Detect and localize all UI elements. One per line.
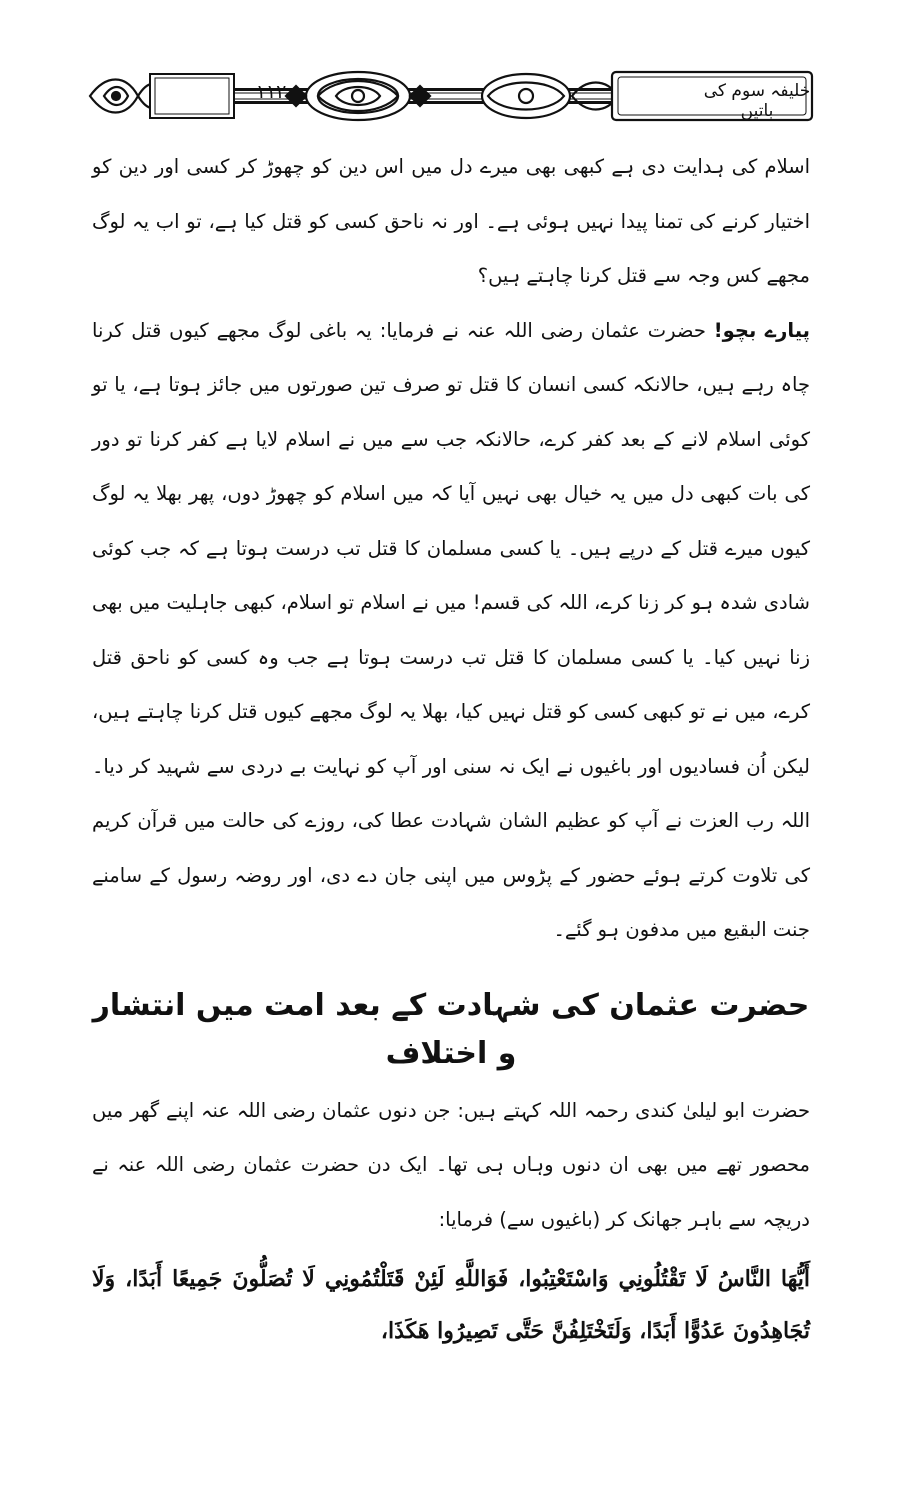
paragraph-2-text: حضرت عثمان رضی اللہ عنہ نے فرمایا: یہ باغی لوگ مجھے کیوں قتل کرنا چاہ رہے ہیں، حالانکہ کسی انسان کا قتل تو صرف تین صورتوں میں جائز ہوتا ہے، یا تو کوئی اسلام لانے کے بعد کفر کرے، حالانکہ جب سے میں نے اسلام لایا ہے کفر کرنا تو دور کی بات کبھی دل میں یہ خیال بھی نہیں آیا کہ میں اسلام کو چھوڑ دوں، پھر بھلا یہ لوگ کیوں میرے قتل کے درپے ہیں۔ یا کسی مسلمان کا قتل تب درست ہوتا ہے کہ جب کوئی شادی شدہ ہو کر زنا کرے، اللہ کی قسم! میں نے اسلام تو اسلام، کبھی جاہلیت میں بھی زنا نہیں کیا۔ یا کسی مسلمان کا قتل تب درست ہوتا ہے جب وہ کسی کو ناحق قتل کرے، میں نے تو کبھی کسی کو قتل نہیں کیا، بھلا یہ لوگ مجھے کیوں قتل کرنا چاہتے ہیں، لیکن اُن فسادیوں اور باغیوں نے ایک نہ سنی اور آپ کو نہایت بے دردی سے شہید کر دیا۔ اللہ رب العزت نے آپ کو عظیم الشان شہادت عطا کی، روزے کی حالت میں قرآن کریم کی تلاوت کرتے ہوئے حضور کے پڑوس میں اپنی جان دے دی، اور روضہ رسول کے سامنے جنت البقیع میں مدفون ہو گئے۔	[92, 318, 810, 941]
page-number: ١١٢	[255, 81, 287, 103]
paragraph-1: اسلام کی ہدایت دی ہے کبھی بھی میرے دل میں اس دین کو چھوڑ کر کسی اور دین کو اختیار کرنے کی تمنا پیدا نہیں ہوئی ہے۔ اور نہ ناحق کسی کو قتل کیا ہے، تو اب یہ لوگ مجھے کس وجہ سے قتل کرنا چاہتے ہیں؟	[92, 155, 810, 287]
book-title: خلیفہ سوم کی باتیں	[703, 81, 811, 121]
paragraph-3: حضرت ابو لیلیٰ کندی رحمہ اللہ کہتے ہیں: جن دنوں عثمان رضی اللہ عنہ اپنے گھر میں محصور تھے میں بھی ان دنوں وہاں ہی تھا۔ ایک دن حضرت عثمان رضی اللہ عنہ نے دریچہ سے باہر جھانک کر (باغیوں سے) فرمایا:	[92, 1098, 810, 1231]
page-body	[92, 140, 810, 1357]
paragraph-2	[92, 304, 810, 958]
section-heading: حضرت عثمان کی شہادت کے بعد امت میں انتشار و اختلاف	[92, 987, 810, 1071]
arabic-quote: أَيُّهَا النَّاسُ لَا تَقْتُلُونِي وَاسْتَعْتِبُوا، فَوَاللَّهِ لَئِنْ قَتَلْتُمُونِي لَا تُصَلُّونَ جَمِيعًا أَبَدًا، وَلَا تُجَاهِدُونَ عَدُوًّا أَبَدًا، وَلَتَخْتَلِفُنَّ حَتَّى تَصِيرُوا هَكَذَا،	[92, 1266, 810, 1344]
paragraph-2-lead: پیارے بچو!	[713, 318, 810, 342]
page-header	[86, 68, 816, 124]
